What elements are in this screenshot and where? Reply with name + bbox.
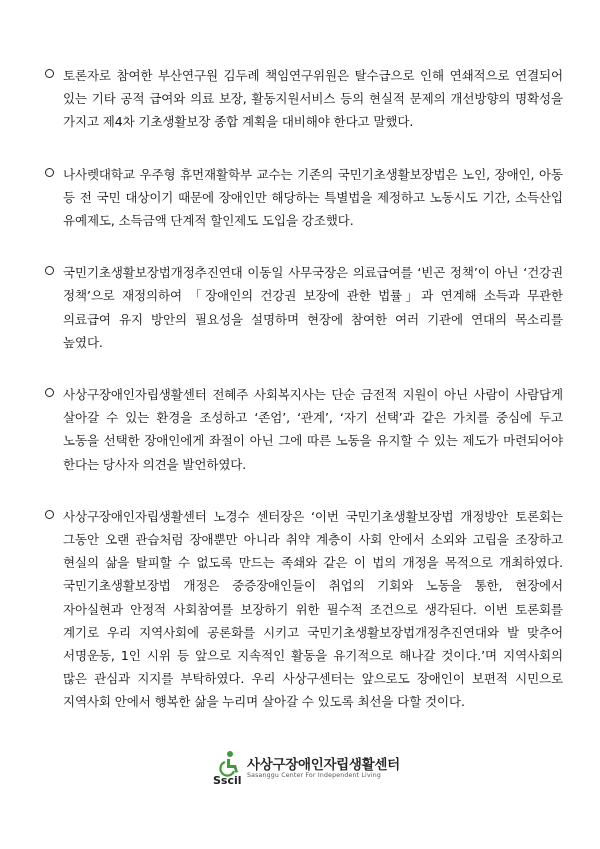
wheelchair-logo-icon xyxy=(213,750,245,786)
bullet-item xyxy=(45,383,563,476)
org-name-english: Sasanggu Center For Independent Living xyxy=(247,772,382,779)
hollow-circle-bullet-icon xyxy=(45,168,54,177)
hollow-circle-bullet-icon xyxy=(45,388,54,397)
hollow-circle-bullet-icon xyxy=(45,266,54,275)
hollow-circle-bullet-icon xyxy=(45,510,54,519)
bullet-text: 사상구장애인자립생활센터 노경수 센터장은 ‘이번 국민기초생활보장법 개정방안 토론회는 그동안 오랜 관습처럼 장애뿐만 아니라 취약 계층이 사회 안에서 소외와 고립을 조장하고 현실의 삶을 탈피할 수 없도록 만드는 족쇄와 같은 이 법의 개정을 목적으로 개최하였다. 국민기초생활보장법 개정은 중증장애인들이 취업의 기회와 노동을 통한, 현장에서 자아실현과 안정적 사회참여를 보장하기 위한 필수적 조건으로 생각된다. 이번 토론회를 계기로 우리 지역사회에 공론화를 시키고 국민기초생활보장법개정추진연대와 발 맞추어 서명운동, 1인 시위 등 앞으로 지속적인 활동을 유기적으로 해나갈 것이다.’며 지역사회의 많은 관심과 지지를 부탁하였다. 우리 사상구센터는 앞으로도 장애인이 보편적 시민으로 지역사회 안에서 행복한 삶을 누리며 살아갈 수 있도록 최선을 다할 것이다. xyxy=(63,508,563,710)
hollow-circle-bullet-icon xyxy=(45,69,54,78)
bullet-text: 토론자로 참여한 부산연구원 김두례 책임연구위원은 탈수급으로 인해 연쇄적으로 연결되어 있는 기타 공적 급여와 의료 보장, 활동지원서비스 등의 현실적 문제의 개선방향의 명확성을 가지고 제4차 기초생활보장 종합 계획을 대비해야 한다고 말했다. xyxy=(63,68,563,130)
bullet-item xyxy=(45,505,563,714)
bullet-text: 사상구장애인자립생활센터 전혜주 사회복지사는 단순 금전적 지원이 아닌 사람이 사람답게 살아갈 수 있는 환경을 조성하고 ‘존엄’, ‘관계’, ‘자기 선택’과 같은 가치를 중심에 두고 노동을 선택한 장애인에게 좌절이 아닌 그에 따른 노동을 유지할 수 있는 제도가 마련되어야 한다는 당사자 의견을 발언하였다. xyxy=(63,387,563,472)
bullet-item xyxy=(45,261,563,354)
bullet-item xyxy=(45,163,563,233)
bullet-text: 나사렛대학교 우주형 휴먼재활학부 교수는 기존의 국민기초생활보장법은 노인, 장애인, 아동 등 전 국민 대상이기 때문에 장애인만 해당하는 특별법을 제정하고 노동시도 기간, 소득산입 유예제도, 소득금액 단계적 할인제도 도입을 강조했다. xyxy=(63,166,563,229)
logo-mark-text: Sscil xyxy=(213,774,242,786)
discussion-bullet-list xyxy=(45,64,563,743)
org-name-korean: 사상구장애인자립생활센터 xyxy=(247,757,400,773)
bullet-text: 국민기초생활보장법개정추진연대 이동일 사무국장은 의료급여를 ‘빈곤 정책’이 아닌 ‘건강권 정책’으로 재정의하여 「장애인의 건강권 보장에 관한 법률」과 연계해 소득과 무관한 의료급여 유지 방안의 필요성을 설명하며 현장에 참여한 여러 기관에 연대의 목소리를 높였다. xyxy=(63,265,563,350)
organization-logo xyxy=(213,750,413,790)
bullet-item xyxy=(45,64,563,134)
